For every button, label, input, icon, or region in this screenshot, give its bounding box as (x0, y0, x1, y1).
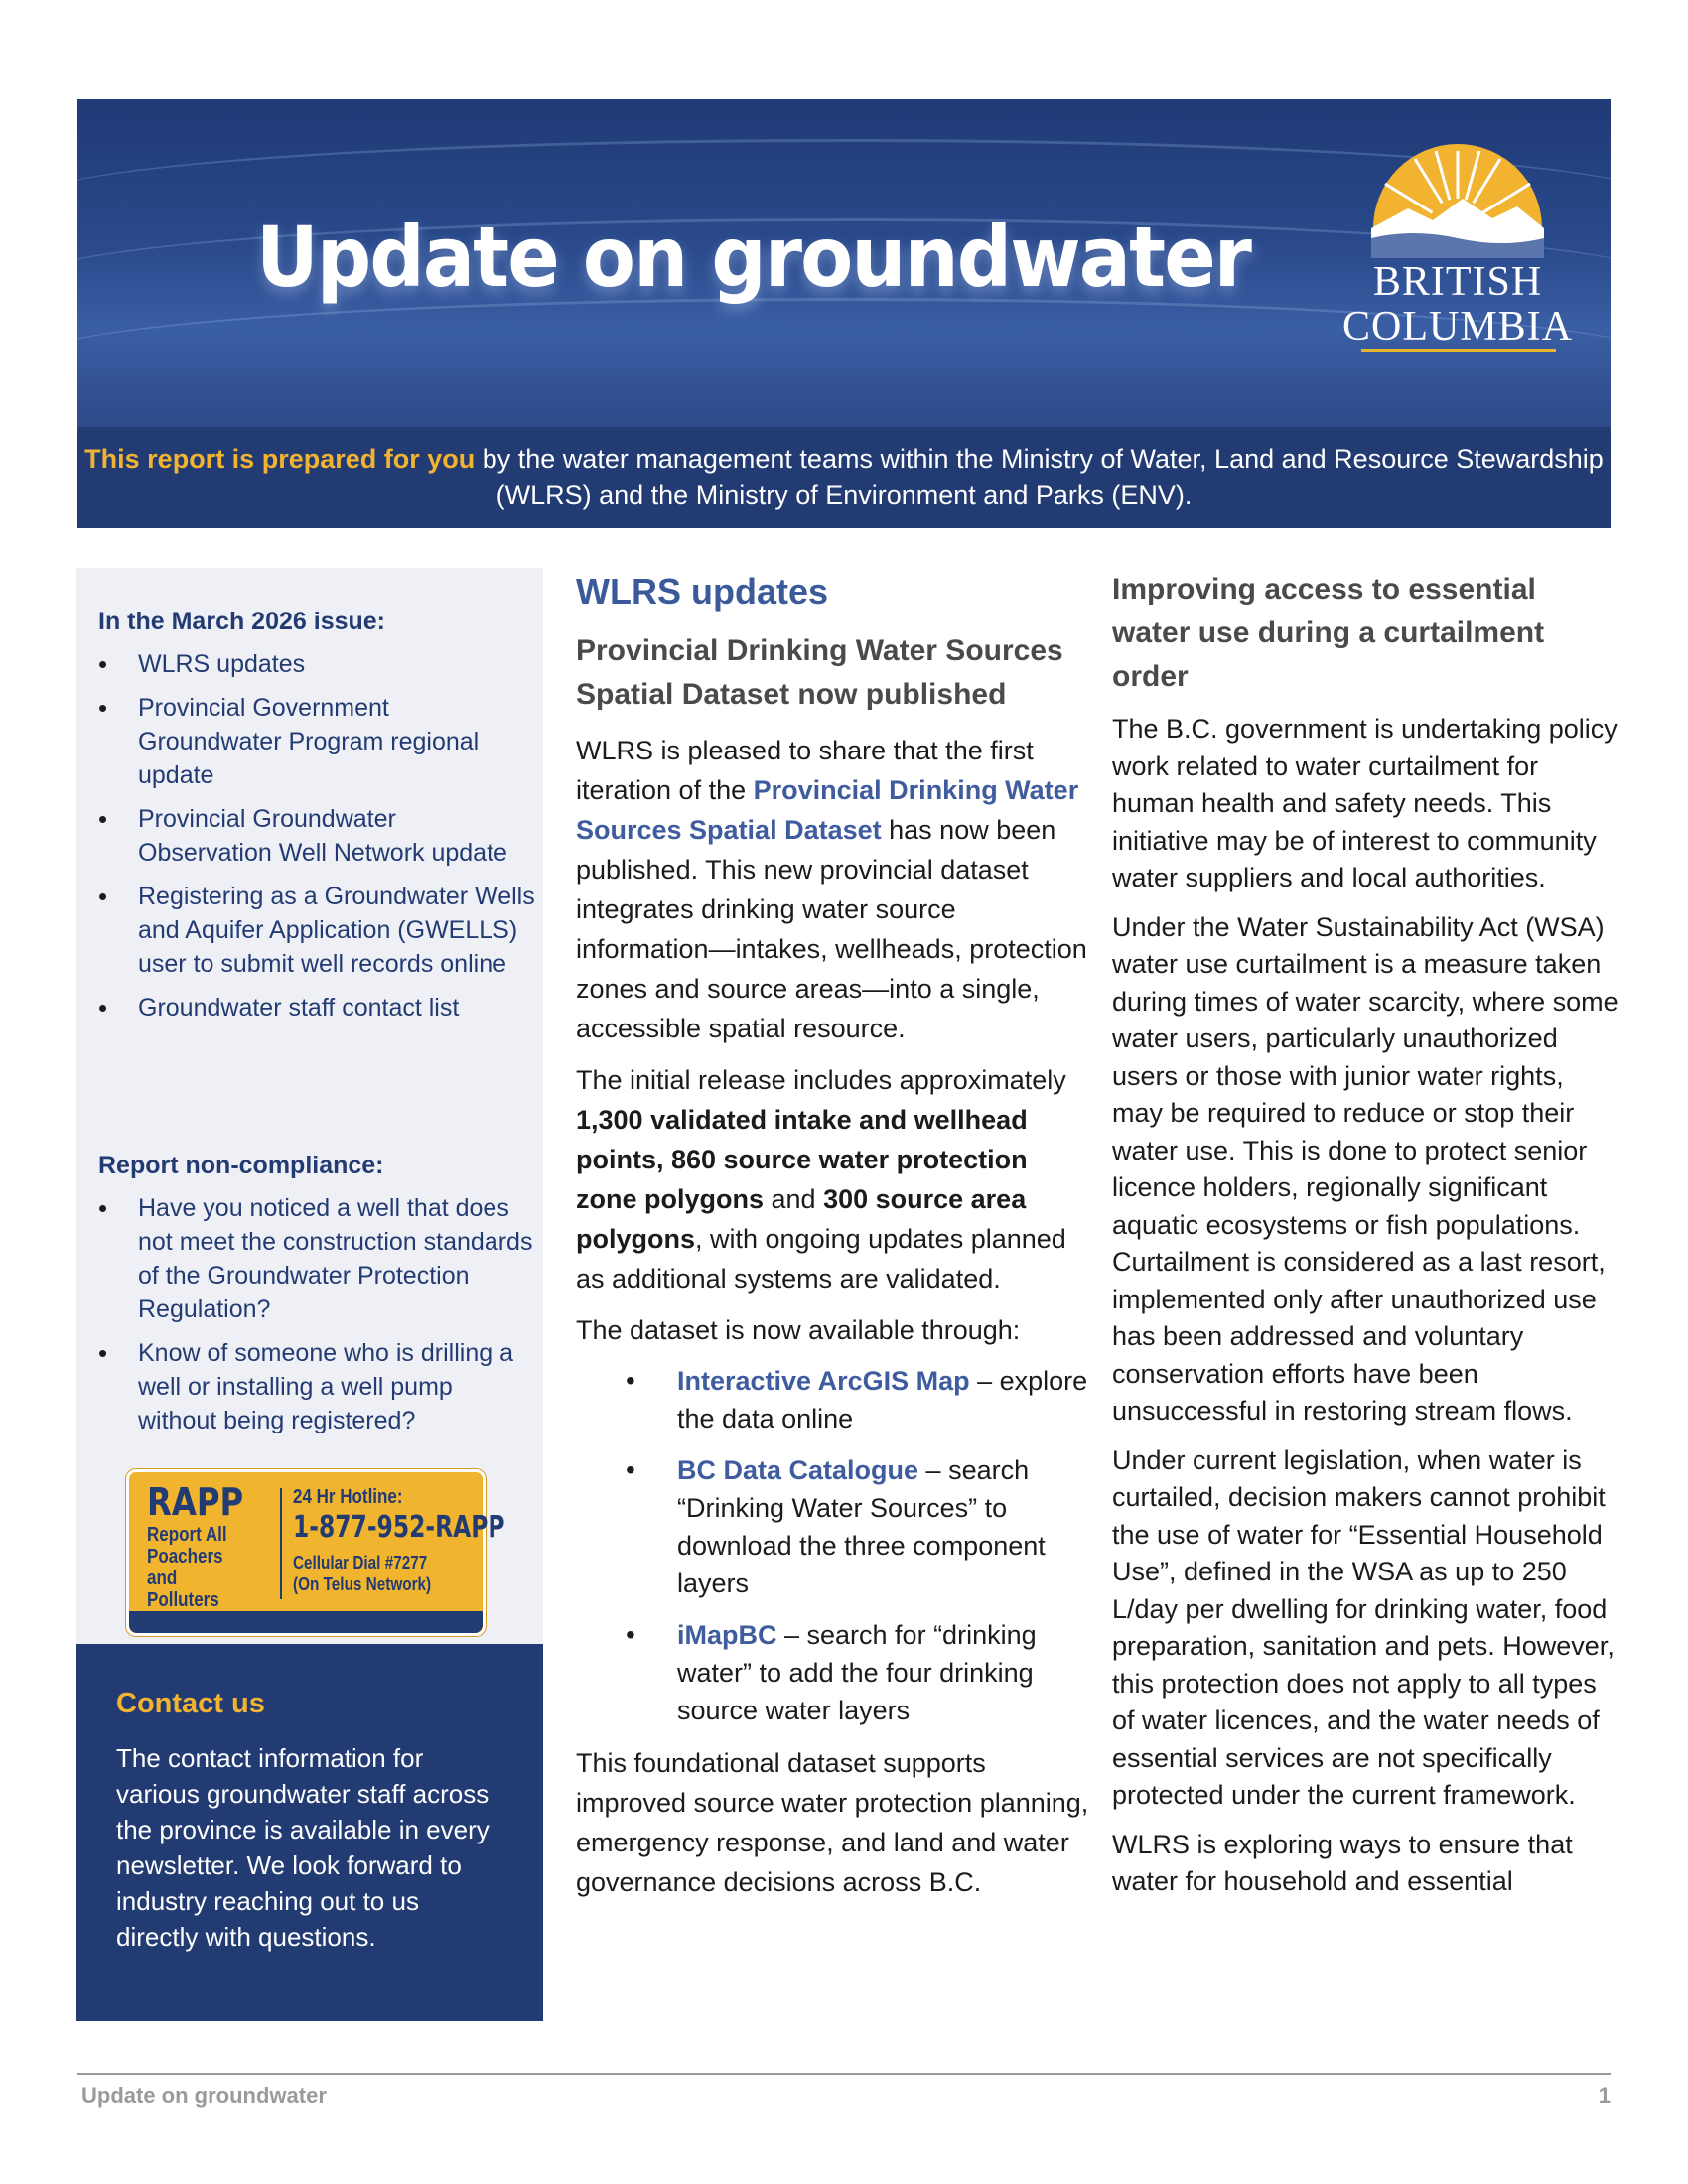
rapp-title: RAPP (147, 1480, 244, 1524)
bc-data-catalogue-link[interactable]: BC Data Catalogue (677, 1455, 919, 1485)
imapbc-link[interactable]: iMapBC (677, 1620, 777, 1650)
availability-item (626, 1362, 1092, 1437)
hotline-label: 24 Hr Hotline: (293, 1486, 403, 1508)
article-paragraph: The B.C. government is undertaking policy work related to water curtailment for human health and safety needs. This initiative may be of interest to community water suppliers and local authorities. (1112, 714, 1618, 892)
report-intro-bar (77, 427, 1611, 528)
rapp-line: Poachers and (147, 1546, 223, 1589)
section-heading-wlrs: WLRS updates (576, 571, 829, 612)
rapp-hotline-badge (126, 1469, 505, 1636)
article-heading-curtailment: Improving access to essential water use during a curtailment order (1112, 573, 1545, 693)
contact-us-box (76, 1644, 543, 2021)
curtailment-column (1112, 568, 1618, 1913)
cellular-info (293, 1552, 431, 1595)
article-paragraph: Under the Water Sustainability Act (WSA) water use curtailment is a measure taken during times of water scarcity, where some water users, particularly unauthorized users or those with junior water rights, may be required to reduce or stop their water use. This is done to protect senior licence holders, regionally significant aquatic ecosystems or fish populations. Curtailment is considered as a last resort, implemented only after unauthorized use has been addressed and voluntary conservation efforts have been unsuccessful in restoring stream flows. (1112, 911, 1618, 1426)
availability-list (576, 1362, 1092, 1729)
footer-title: Update on groundwater (81, 2083, 327, 2108)
article-paragraph (576, 731, 1092, 1048)
cellular-network: (On Telus Network) (293, 1574, 432, 1594)
article-paragraph: WLRS is exploring ways to ensure that water for household and essential (1112, 1829, 1573, 1896)
noncompliance-heading: Report non-compliance: (98, 1152, 384, 1179)
logo-underline (1361, 349, 1556, 352)
footer-divider (77, 2073, 1611, 2075)
rapp-description (147, 1524, 257, 1611)
issue-heading: In the March 2026 issue: (98, 608, 386, 635)
logo-text-british: BRITISH (1372, 259, 1543, 305)
text-run: – search “Drinking Water Sources” to download the three component layers (677, 1455, 1046, 1598)
article-paragraph: The dataset is now available through: (576, 1315, 1021, 1345)
noncompliance-list (98, 1191, 535, 1447)
rapp-line: Polluters (147, 1589, 219, 1611)
article-paragraph: This foundational dataset supports improved source water protection planning, emergency response, and land and water governance decisions across B.C. (576, 1748, 1089, 1897)
text-run: – search for “drinking water” to add the four drinking source water layers (677, 1620, 1037, 1725)
cellular-dial: Cellular Dial #7277 (293, 1553, 428, 1572)
issue-item-gwells-registration[interactable]: • Registering as a Groundwater Wells and Aquifer Application (GWELLS) user to submit well records online (98, 880, 535, 981)
bold-run: 1,300 validated intake and wellhead points, 860 source water protection zone polygons (576, 1105, 1028, 1214)
rapp-line: Report All (147, 1524, 227, 1546)
sidebar (76, 568, 543, 1952)
rapp-divider (280, 1488, 282, 1599)
issue-item-observation-well-network[interactable]: • Provincial Groundwater Observation Well Network update (98, 802, 535, 870)
text-run: , with ongoing updates planned as additional systems are validated. (576, 1224, 1066, 1294)
bc-government-logo (1334, 129, 1582, 357)
intro-highlight: This report is prepared for you (84, 444, 476, 474)
availability-item (626, 1451, 1092, 1602)
contact-heading: Contact us (116, 1688, 265, 1719)
page-title: Update on groundwater (256, 208, 1251, 306)
hotline-number[interactable]: 1-877-952-RAPP (293, 1510, 505, 1545)
noncompliance-item: • Have you noticed a well that does not meet the construction standards of the Groundwater Protection Regulation? (98, 1191, 535, 1326)
text-run: WLRS is pleased to share that the first iteration of the (576, 736, 1034, 805)
arcgis-map-link[interactable]: Interactive ArcGIS Map (677, 1366, 970, 1396)
contact-body: The contact information for various groundwater staff across the province is available in every newsletter. We look forward to industry reaching out to us directly with questions. (116, 1743, 490, 1952)
text-run: and (764, 1184, 824, 1214)
text-run: has now been published. This new provincial dataset integrates drinking water source information—intakes, wellheads, protection zones and source areas—into a single, accessible spatial resource. (576, 815, 1087, 1043)
availability-item (626, 1616, 1092, 1729)
header-banner (77, 99, 1611, 427)
issue-item-wlrs-updates[interactable]: • WLRS updates (98, 647, 535, 681)
dataset-link[interactable]: Provincial Drinking Water Sources Spatial Dataset (576, 775, 1079, 845)
rapp-base-strip (129, 1611, 483, 1633)
article-paragraph (576, 1060, 1092, 1298)
page-number: 1 (1598, 2083, 1611, 2108)
intro-text: by the water management teams within the Ministry of Water, Land and Resource Stewardship (WLRS) and the Ministry of Environment and Parks (ENV). (475, 444, 1604, 510)
logo-text-columbia: COLUMBIA (1341, 304, 1573, 349)
text-run: – explore the data online (677, 1366, 1088, 1433)
article-heading-dataset: Provincial Drinking Water Sources Spatial Dataset now published (576, 634, 1063, 711)
noncompliance-item: • Know of someone who is drilling a well or installing a well pump without being registered? (98, 1336, 535, 1437)
sun-mountain-icon (1334, 129, 1582, 258)
issue-item-staff-contact-list[interactable]: • Groundwater staff contact list (98, 991, 535, 1024)
bold-run: 300 source area polygons (576, 1184, 1027, 1254)
issue-contents-list (98, 647, 535, 1034)
text-run: The initial release includes approximately (576, 1065, 1066, 1095)
issue-item-regional-update[interactable]: • Provincial Government Groundwater Program regional update (98, 691, 535, 792)
article-paragraph: Under current legislation, when water is curtailed, decision makers cannot prohibit the use of water for “Essential Household Use”, defined in the WSA as up to 250 L/day per dwelling for drinking water, food preparation, sanitation and pets. However, this protection does not apply to all types of water licences, and the water needs of essential services are not specifically protected under the current framework. (1112, 1444, 1615, 1810)
wlrs-updates-column (576, 568, 1092, 1914)
